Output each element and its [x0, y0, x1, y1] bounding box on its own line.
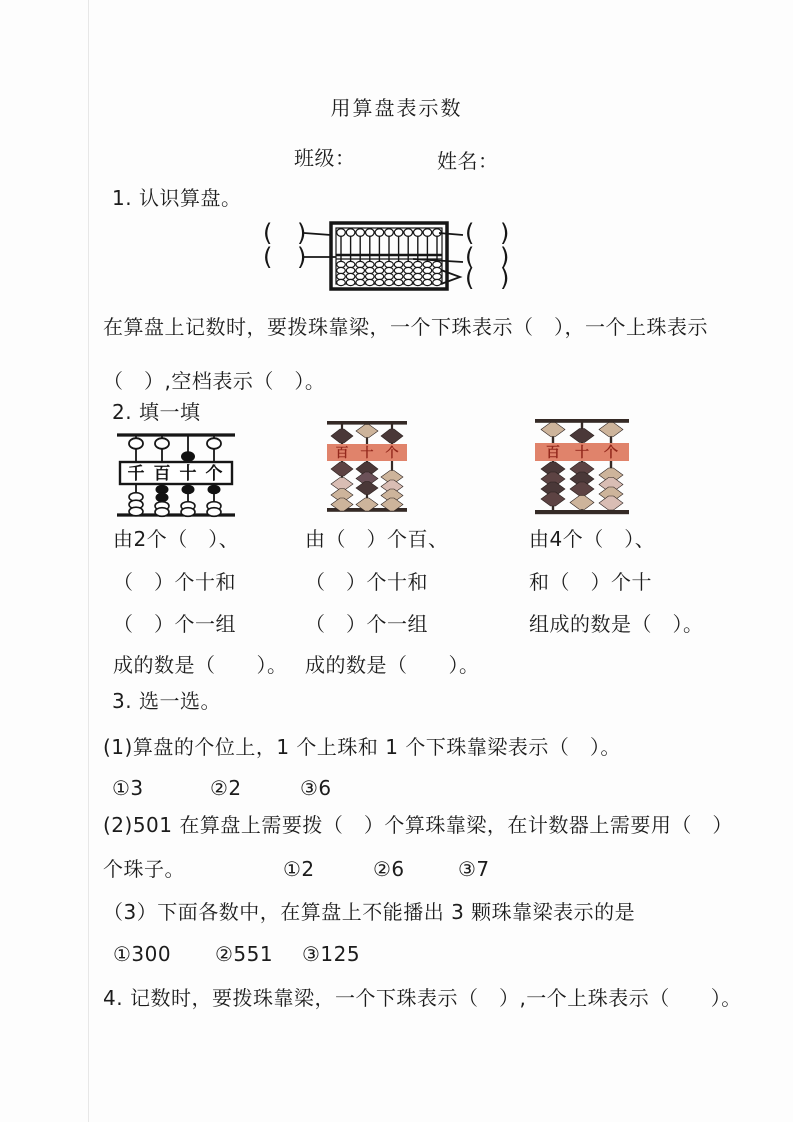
q3-item1-option-1: ①3 [112, 776, 144, 800]
q2-col1-line1: 由2个（ ）、 [113, 527, 240, 551]
q2-col3-line1: 由4个（ ）、 [529, 527, 656, 551]
q3-item2-option-2: ②6 [373, 857, 405, 881]
q2-col1-line3: （ ）个一组 [113, 612, 236, 636]
left-blank-2 [263, 243, 306, 271]
page-title: 用算盘表示数 [330, 96, 463, 120]
svg-text:(: ( [263, 243, 273, 271]
abacus-fill-3 [535, 413, 629, 523]
upper-beads [337, 229, 442, 237]
q2-col1-line2: （ ）个十和 [113, 570, 236, 594]
svg-text:百: 百 [153, 464, 171, 484]
q2-col1-line4: 成的数是（ ）。 [113, 653, 288, 677]
q2-col3-line2: 和（ ）个十 [529, 570, 652, 594]
lower-beads [337, 261, 442, 285]
svg-text:(: ( [465, 264, 475, 292]
svg-text:千: 千 [127, 464, 145, 484]
q2-col2-line4: 成的数是（ ）。 [305, 653, 480, 677]
svg-text:): ) [500, 264, 510, 292]
q3-item3-option-1: ①300 [113, 942, 172, 966]
abacus-fill-3-diagram [535, 413, 629, 519]
beam-labels [335, 445, 398, 461]
svg-text:十: 十 [575, 445, 589, 461]
svg-text:): ) [297, 219, 307, 247]
upper-beads [129, 438, 221, 462]
abacus-parts-diagram [257, 213, 513, 297]
q1-para-line-1: 在算盘上记数时，要拨珠靠梁，一个下珠表示（ ），一个上珠表示 [103, 315, 708, 339]
svg-text:(: ( [263, 219, 273, 247]
abacus-fill-1-diagram [115, 427, 237, 519]
q2-col3-line3: 组成的数是（ ）。 [529, 612, 704, 636]
svg-text:个: 个 [604, 445, 618, 461]
q3-item2-option-3: ③7 [458, 857, 490, 881]
q3-item3-text: （3）下面各数中，在算盘上不能播出 3 颗珠靠梁表示的是 [103, 900, 636, 924]
svg-text:): ) [500, 219, 510, 247]
q3-item3-option-3: ③125 [302, 942, 361, 966]
svg-text:(: ( [465, 243, 475, 271]
q3-item2-text2: 个珠子。 [103, 857, 185, 881]
svg-text:十: 十 [360, 446, 374, 461]
beam-labels [546, 444, 618, 461]
abacus-parts-figure [257, 213, 513, 301]
q2-col2-line2: （ ）个十和 [305, 570, 428, 594]
q1-heading: 1. 认识算盘。 [112, 186, 242, 210]
q3-item2-option-1: ①2 [283, 857, 315, 881]
q2-heading: 2. 填一填 [112, 400, 201, 424]
q3-item1-option-2: ②2 [210, 776, 242, 800]
abacus-fill-2 [327, 417, 407, 521]
q3-heading: 3. 选一选。 [112, 689, 221, 713]
svg-text:个: 个 [205, 464, 223, 484]
right-blank-3 [465, 264, 509, 292]
scan-artifact-line [88, 0, 89, 1122]
abacus-fill-2-diagram [327, 417, 407, 517]
abacus-fill-1 [115, 427, 237, 523]
name-label: 姓名： [437, 149, 499, 173]
class-label: 班级： [294, 146, 356, 170]
svg-text:): ) [297, 243, 307, 271]
svg-text:): ) [500, 243, 510, 271]
svg-text:十: 十 [179, 464, 197, 484]
lower-bead-arrow [441, 270, 460, 284]
svg-text:百: 百 [546, 445, 560, 461]
q1-para-line-2: （ ）,空档表示（ ）。 [103, 369, 326, 393]
q4-text: 4. 记数时，要拨珠靠梁，一个下珠表示（ ）,一个上珠表示（ ）。 [103, 986, 742, 1010]
q2-col2-line1: 由（ ）个百、 [305, 527, 449, 551]
q3-item3-option-2: ②551 [215, 942, 274, 966]
svg-text:个: 个 [385, 446, 399, 461]
svg-text:百: 百 [335, 446, 349, 461]
q3-item1-option-3: ③6 [300, 776, 332, 800]
q3-item1-text: (1)算盘的个位上，1 个上珠和 1 个下珠靠梁表示（ ）。 [103, 735, 621, 759]
q3-item2-text: (2)501 在算盘上需要拨（ ）个算珠靠梁，在计数器上需要用（ ） [103, 813, 733, 837]
rest-lower-beads [129, 493, 221, 517]
svg-text:(: ( [465, 219, 475, 247]
q2-col2-line3: （ ）个一组 [305, 612, 428, 636]
